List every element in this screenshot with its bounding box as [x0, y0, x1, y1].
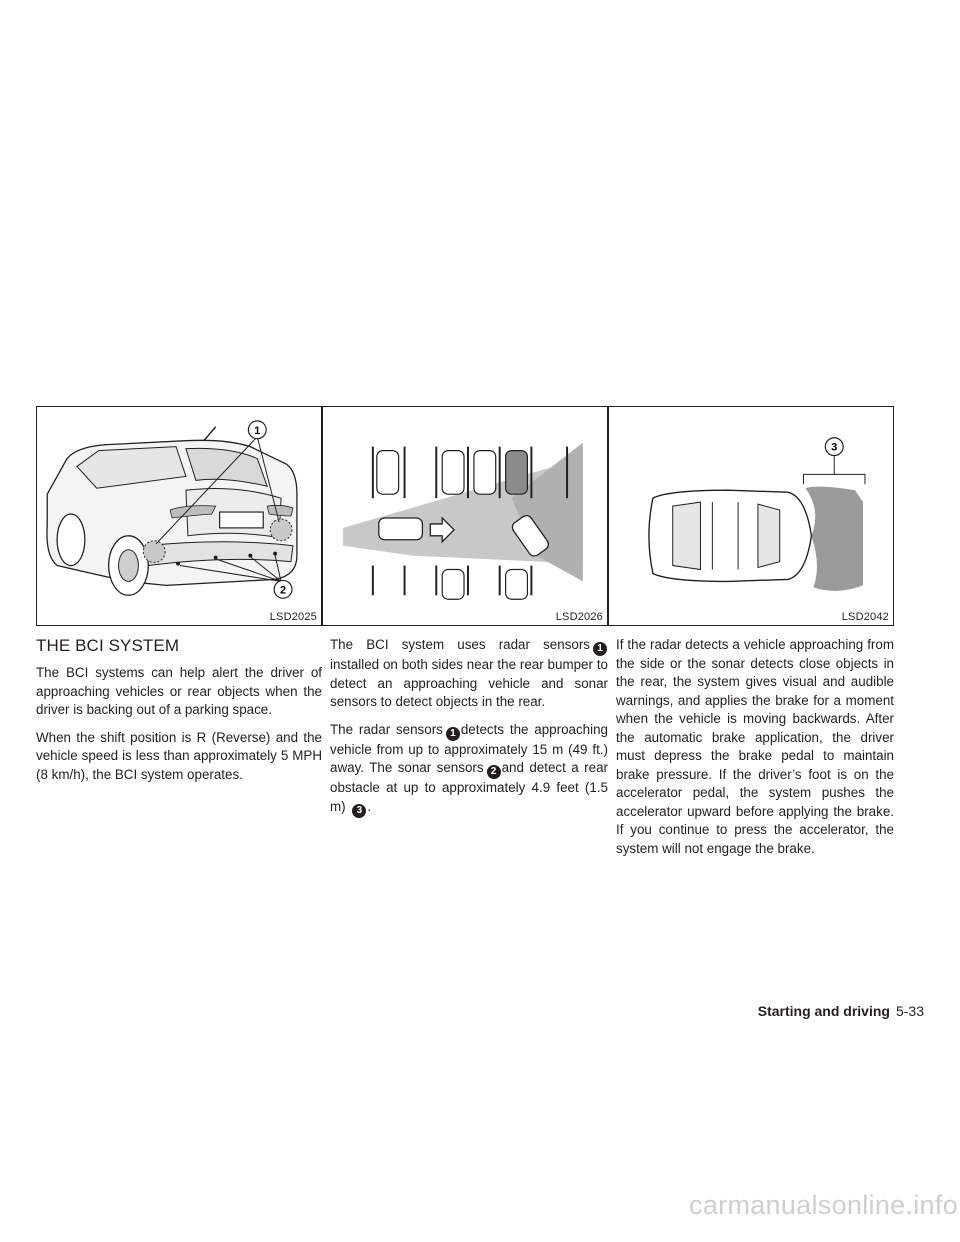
watermark: carmanualsonline.info [689, 1190, 958, 1220]
figure-code: LSD2042 [841, 611, 889, 623]
page-number: 5-33 [895, 1003, 924, 1019]
text-column-1 [36, 636, 322, 793]
callout-ref-1: 1 [593, 642, 607, 656]
paragraph: If the radar detects a vehicle approaching from the side or the sonar detects close objects in the rear, the system gives visual and audible warnings, and applies the brake for a moment when the vehicle is moving backwards. After the automatic brake application, the driver must depress the brake pedal to maintain brake pressure. If the driver’s foot is on the accelerator pedal, the system pushes the accelerator upward before applying the brake. If you continue to press the accelerator, the system will not engage the brake. [616, 637, 894, 856]
callout-ref-3: 3 [352, 804, 366, 818]
text-run: The BCI system uses radar sensors [330, 637, 590, 652]
paragraph: The BCI systems can help alert the driver of approaching vehicles or rear objects when the driver is backing out of a parking space. [36, 665, 322, 717]
vehicle-top-illustration [609, 407, 893, 625]
figure-sonar-zone [608, 406, 894, 626]
footer-section-title: Starting and driving [757, 1003, 890, 1019]
callout-1: 1 [254, 424, 261, 437]
callout-ref-2: 2 [487, 765, 501, 779]
callout-3: 3 [831, 441, 838, 454]
text-run: detects the approaching vehicle from up to approximately 15 m (49 ft.) away. The sonar sensors [330, 721, 608, 775]
text-run: and detect a rear obstacle at up to approximately 4.9 feet (1.5 m) [330, 760, 608, 814]
paragraph [330, 721, 608, 818]
callout-2: 2 [280, 584, 287, 597]
section-heading: THE BCI SYSTEM [36, 636, 180, 655]
parking-lot-illustration [323, 407, 607, 625]
figure-code: LSD2026 [555, 611, 603, 623]
figure-parking-detection [322, 406, 608, 626]
page-footer [758, 1003, 924, 1019]
figure-vehicle-rear-sensors [36, 406, 322, 626]
paragraph: When the shift position is R (Reverse) and the vehicle speed is less than approximately 5 MPH (8 km/h), the BCI system operates. [36, 729, 322, 782]
text-run: The radar sensors [330, 721, 443, 737]
paragraph [330, 636, 608, 712]
text-run: installed on both sides near the rear bumper to detect an approaching vehicle and sonar sensors to detect objects in the rear. [330, 657, 608, 709]
callout-ref-1: 1 [446, 727, 460, 741]
text-column-3 [608, 636, 894, 867]
text-column-2 [322, 636, 608, 827]
text-run: . [367, 798, 372, 814]
vehicle-rear-illustration [37, 407, 321, 625]
figure-code: LSD2025 [269, 611, 317, 623]
